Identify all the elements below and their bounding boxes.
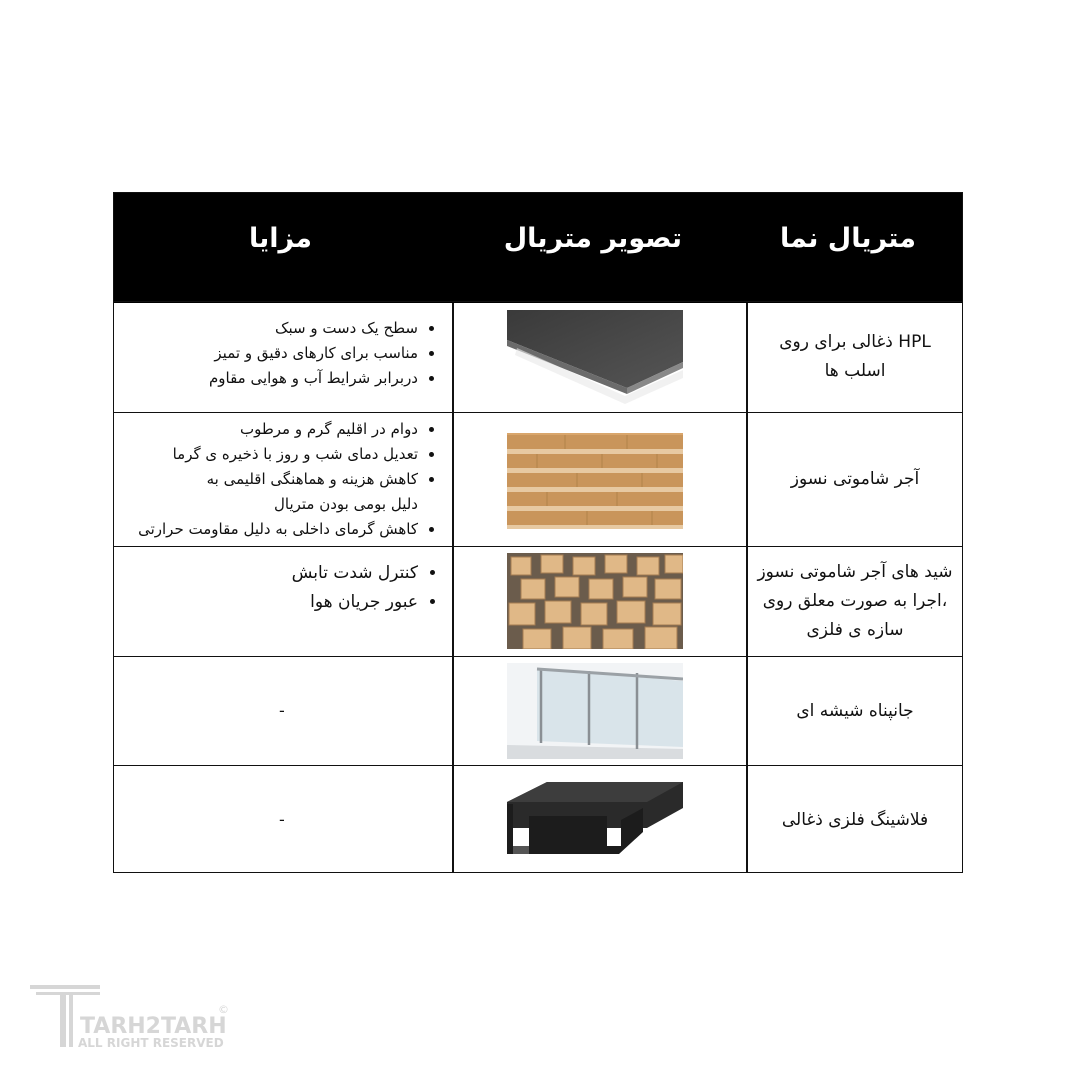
brick-shade-blocks-image [507,553,683,649]
advantage-item: • عبور جریان هوا [292,588,418,617]
advantages-cell [209,316,442,391]
advantages-dash: - [279,701,285,720]
logo-copyright: © [218,1003,229,1016]
material-cell: شید های آجر شاموتی نسوز ،اجرا به صورت معلق روی سازه ی فلزی [757,562,953,640]
advantage-item: • سطح یک دست و سبک [209,316,418,341]
advantages-dash: - [279,810,285,829]
table-row [114,765,962,874]
hpl-panel-image [507,310,683,405]
header-advantages: مزایا [248,223,312,254]
advantage-item: • دوام در اقلیم گرم و مرطوب [138,417,418,442]
header-material: متریال نما [779,223,916,254]
header-image: تصویر متریال [503,223,682,254]
logo-tagline: ALL RIGHT RESERVED [78,1036,224,1050]
logo-brand: TARH2TARH [80,1014,227,1039]
table-row [114,656,962,765]
glass-railing-image [507,663,683,759]
table-header [114,193,962,303]
advantage-item: • کاهش هزینه و هماهنگی اقلیمی به دلیل بومی بودن متریال [183,467,418,517]
material-cell: آجر شاموتی نسوز [790,469,920,489]
advantage-item: • کنترل شدت تابش [292,559,418,588]
advantage-item: • تعدیل دمای شب و روز با ذخیره ی گرما [138,442,418,467]
table-row [114,301,962,412]
material-cell: جانپناه شیشه ای [796,700,914,721]
table-row [114,412,962,546]
material-cell: HPL ذغالی برای روی اسلب ها [779,332,931,381]
advantages-cell [292,559,442,617]
metal-flashing-profile-image [507,780,683,860]
table-row [114,546,962,656]
advantages-cell [138,417,442,542]
tarh2tarh-logo [30,985,235,1050]
material-cell: فلاشینگ فلزی ذغالی [781,809,929,830]
materials-table [113,192,963,873]
advantage-item: • دربرابر شرایط آب و هوایی مقاوم [209,366,418,391]
advantage-item: • کاهش گرمای داخلی به دلیل مقاومت حرارتی [138,517,418,542]
fire-brick-wall-image [507,433,683,529]
advantage-item: • مناسب برای کارهای دقیق و تمیز [209,341,418,366]
